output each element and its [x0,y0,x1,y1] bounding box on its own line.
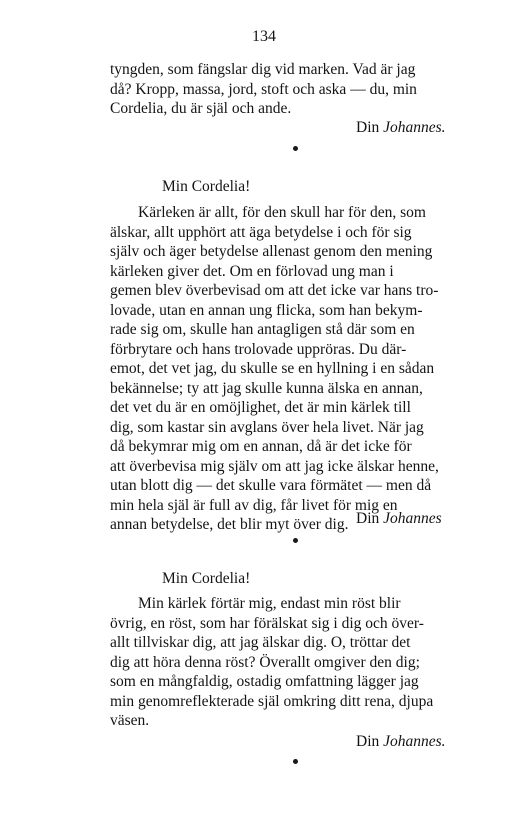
text-line: allt tillviskar dig, att jag älskar dig. O, tröttar det [110,634,411,651]
text-line: Kärleken är allt, för den skull har för den, som [138,204,426,221]
separator-ornament [293,146,298,151]
separator-ornament [293,759,298,764]
text-line: dig att höra denna röst? Överallt omgiver den dig; [110,653,420,671]
text-line: förbrytare och hans trolovade uppröras. Du där- [110,340,407,358]
page-number: 134 [252,28,276,45]
text-line: tyngden, som fängslar dig vid marken. Vad är jag [110,61,416,78]
text-line: som en mångfaldig, ostadig omfattning lägger jag [110,673,419,690]
signature-name: Johannes. [383,733,446,750]
letter2-salutation: Min Cordelia! [162,178,251,195]
text-line: lovade, utan en annan ung flicka, som han bekym- [110,301,423,319]
signature-prefix: Din [356,733,380,750]
letter3-signature [356,732,446,752]
text-line: väsen. [110,712,150,729]
letter3-body [110,594,488,731]
text-line: dig, som kastar sin avglans över hela livet. När jag [110,418,424,436]
text-line: kärleken giver det. Om en förlovad ung man i [110,262,394,280]
text-line: min hela själ är full av dig, får livet för mig en [110,496,398,514]
text-line: annan betydelse, det blir myt över dig. [110,516,349,533]
text-line: övrig, en röst, som har förälskat sig i dig och över- [110,614,424,632]
text-line: det vet du är en omöjlighet, det är min kärlek till [110,399,411,416]
text-line: bekännelse; ty att jag skulle kunna älska en annan, [110,379,423,397]
signature-prefix: Din [356,510,380,527]
signature-name: Johannes. [383,119,446,136]
letter2-signature [356,509,442,529]
text-line: Min kärlek förtär mig, endast min röst blir [138,595,401,612]
letter2-body [110,203,488,535]
text-line: Cordelia, du är själ och ande. [110,100,292,117]
text-line: då? Kropp, massa, jord, stoft och aska — du, min [110,80,417,98]
signature-prefix: Din [356,119,380,136]
letter3-salutation: Min Cordelia! [162,570,251,587]
signature-name: Johannes [383,510,442,527]
letter1-signature [356,118,446,138]
letter1-body [110,60,488,119]
text-line: rade sig om, skulle han antagligen stå där som en [110,321,415,338]
text-line: älskar, allt upphört att äga betydelse i och för sig [110,223,412,241]
text-line: själv och äger betydelse allenast genom den mening [110,243,433,260]
separator-ornament [293,538,298,543]
text-line: min genomreflekterade själ omkring ditt rena, djupa [110,692,434,710]
text-line: då bekymrar mig om en annan, då är det icke för [110,438,412,455]
text-line: utan blott dig — det skulle vara förmätet — men då [110,477,432,494]
text-line: emot, det vet jag, du skulle se en hyllning i en sådan [110,360,435,377]
text-line: att överbevisa mig själv om att jag icke älskar henne, [110,457,439,475]
text-line: gemen blev överbevisad om att det icke var hans tro- [110,282,439,299]
